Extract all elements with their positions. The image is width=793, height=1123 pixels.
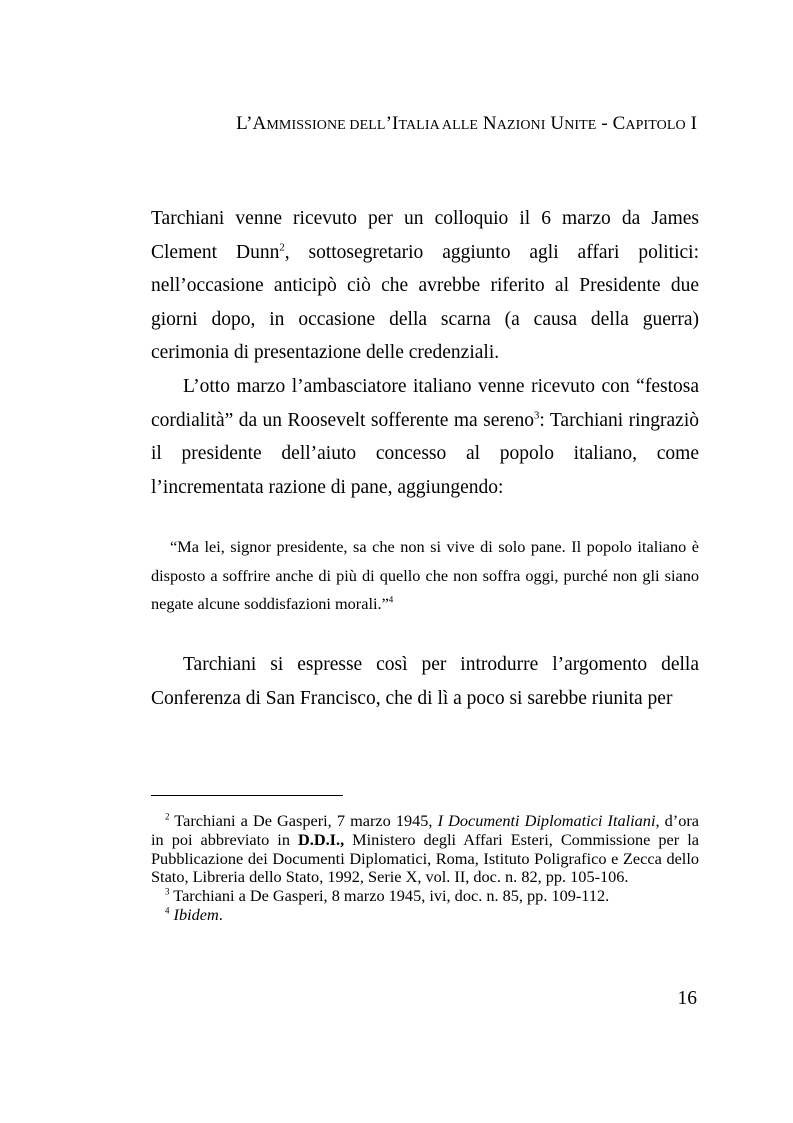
- footnote-ref: 2: [279, 241, 285, 254]
- footnote-text: .: [218, 904, 223, 924]
- header-text: - C: [596, 113, 626, 134]
- paragraph: [151, 370, 699, 504]
- header-text: U: [545, 113, 565, 134]
- footnote: [151, 887, 699, 906]
- header-text: APITOLO: [625, 118, 686, 133]
- footnote: [151, 906, 699, 925]
- footnote: [151, 812, 699, 887]
- footnote-title: Ibidem: [169, 904, 219, 924]
- header-text: NITE: [564, 118, 597, 133]
- footnote-number: 3: [165, 886, 170, 897]
- header-text: L’A: [236, 113, 267, 134]
- header-text: AZIONI: [496, 118, 546, 133]
- footnote-text: Tarchiani a De Gasperi, 7 marzo 1945,: [169, 811, 438, 830]
- footnote-divider: [151, 795, 343, 796]
- paragraph: [151, 648, 699, 715]
- header-text: TALIA ALLE: [398, 118, 479, 133]
- header-text: N: [478, 113, 497, 134]
- footnote-text: Ministero degli Affari Esteri, Commissione per la Pubblicazione dei Documenti Diplomatici, Roma, Istituto Poligrafico e Zecca dello Stato, Libreria dello Stato, 1992, Serie X, vol. II, doc. n. 82, pp. 105-106.: [151, 829, 699, 887]
- paragraph: [151, 202, 699, 370]
- footnote-abbrev: D.D.I.,: [298, 829, 345, 849]
- footnote-text: Tarchiani a De Gasperi, 8 marzo 1945, ivi, doc. n. 85, pp. 109-112.: [169, 886, 610, 906]
- footnote-number: 2: [165, 811, 170, 822]
- quote-text: “Ma lei, signor presidente, sa che non si vive di solo pane. Il popolo italiano è disposto a soffrire anche di più di quello che non soffra oggi, purché non gli siano negate alcune soddisfazioni morali.”: [151, 537, 699, 613]
- footnotes: [151, 812, 699, 925]
- page-number: 16: [677, 988, 697, 1009]
- header-text: ’I: [385, 113, 399, 134]
- footnote-text: , d’ora in poi abbreviato in: [151, 811, 699, 849]
- footnote-number: 4: [165, 905, 170, 916]
- paragraph-text: L’otto marzo l’ambasciatore italiano venne ricevuto con “festosa cordialità” da un Roosevelt sofferente ma sereno: [151, 376, 699, 431]
- block-quote: [151, 533, 699, 619]
- footnote-ref: 3: [534, 409, 540, 422]
- footnote-title: I Documenti Diplomatici Italiani: [437, 811, 656, 830]
- paragraph-text: : Tarchiani ringraziò il presidente dell’aiuto concesso al popolo italiano, come l’incrementata razione di pane, aggiungendo:: [151, 409, 700, 498]
- header-text: MMISSIONE DELL: [266, 118, 386, 133]
- paragraph-text: , sottosegretario aggiunto agli affari politici: nell’occasione anticipò ciò che avrebbe riferito al Presidente due giorni dopo, in occasione della scarna (a causa della guerra) cerimonia di presentazione delle credenziali.: [151, 241, 699, 364]
- footnote-ref: 4: [388, 594, 394, 605]
- paragraph-text: Tarchiani venne ricevuto per un colloquio il 6 marzo da James Clement Dunn: [151, 208, 699, 263]
- running-header: [236, 113, 697, 135]
- paragraph-text: Tarchiani si espresse così per introdurre l’argomento della Conferenza di San Francisco, che di lì a poco si sarebbe riunita per: [151, 654, 699, 709]
- header-text: I: [685, 113, 697, 134]
